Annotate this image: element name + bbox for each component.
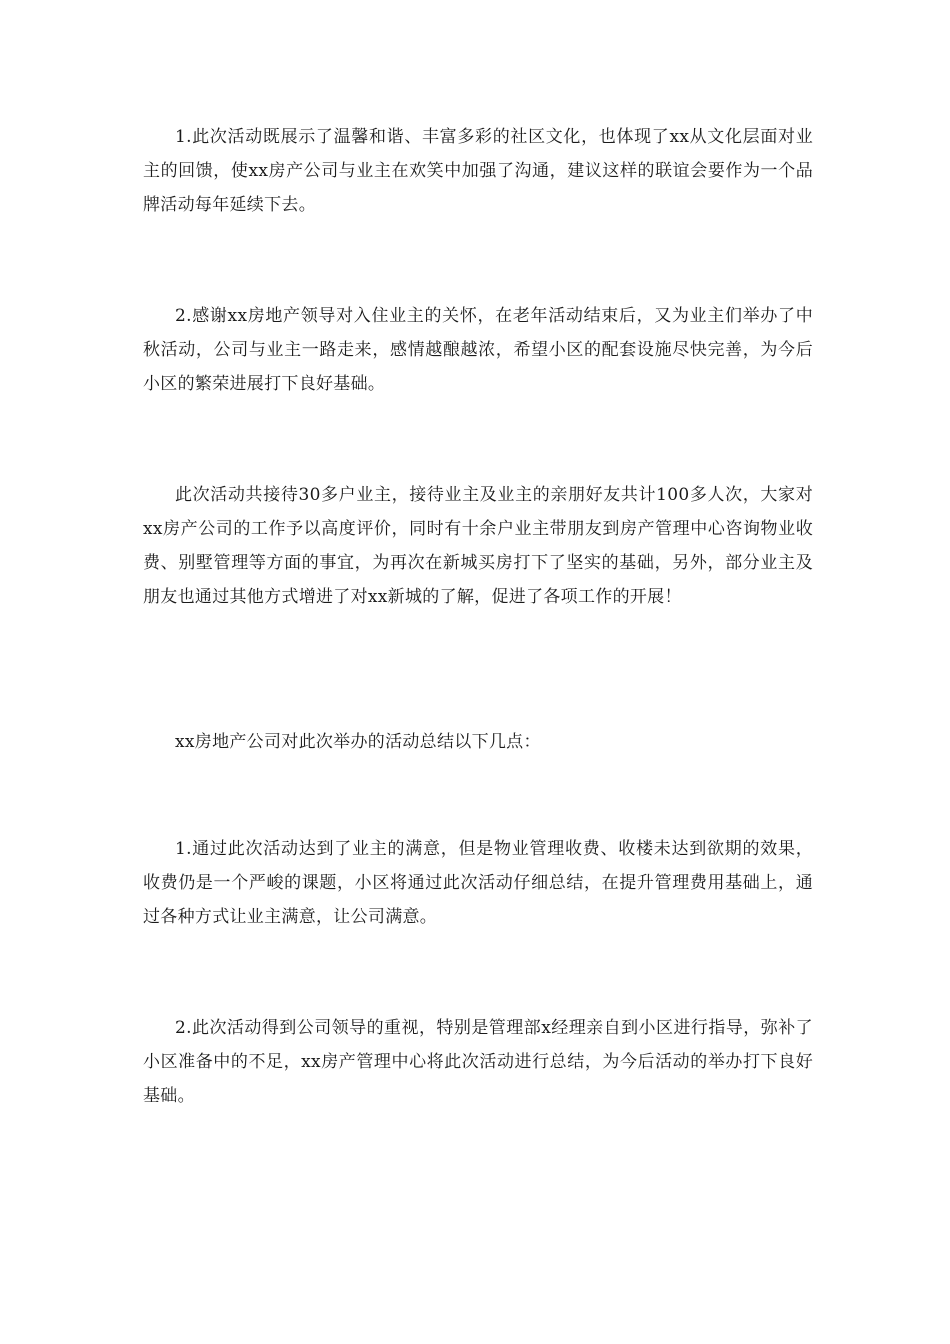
- paragraph-summary-point-2: 2.此次活动得到公司领导的重视，特别是管理部x经理亲自到小区进行指导，弥补了小区准备中的不足，xx房产管理中心将此次活动进行总结，为今后活动的举办打下良好基础。: [143, 1018, 813, 1106]
- paragraph-feedback-2: 2.感谢xx房地产领导对入住业主的关怀，在老年活动结束后，又为业主们举办了中秋活动，公司与业主一路走来，感情越酿越浓，希望小区的配套设施尽快完善，为今后小区的繁荣进展打下良好基础。: [143, 306, 813, 394]
- paragraph-summary-intro: xx房地产公司对此次举办的活动总结以下几点：: [175, 732, 541, 752]
- paragraph-activity-summary: 此次活动共接待30多户业主，接待业主及业主的亲朋好友共计100多人次，大家对xx房产公司的工作予以高度评价，同时有十余户业主带朋友到房产管理中心咨询物业收费、别墅管理等方面的事宜，为再次在新城买房打下了坚实的基础，另外，部分业主及朋友也通过其他方式增进了对xx新城的了解，促进了各项工作的开展！: [143, 485, 813, 607]
- paragraph-summary-point-1: 1.通过此次活动达到了业主的满意，但是物业管理收费、收楼未达到欲期的效果，收费仍是一个严峻的课题，小区将通过此次活动仔细总结，在提升管理费用基础上，通过各种方式让业主满意，让公司满意。: [143, 839, 813, 927]
- paragraph-feedback-1: 1.此次活动既展示了温馨和谐、丰富多彩的社区文化，也体现了xx从文化层面对业主的回馈，使xx房产公司与业主在欢笑中加强了沟通，建议这样的联谊会要作为一个品牌活动每年延续下去。: [143, 127, 813, 215]
